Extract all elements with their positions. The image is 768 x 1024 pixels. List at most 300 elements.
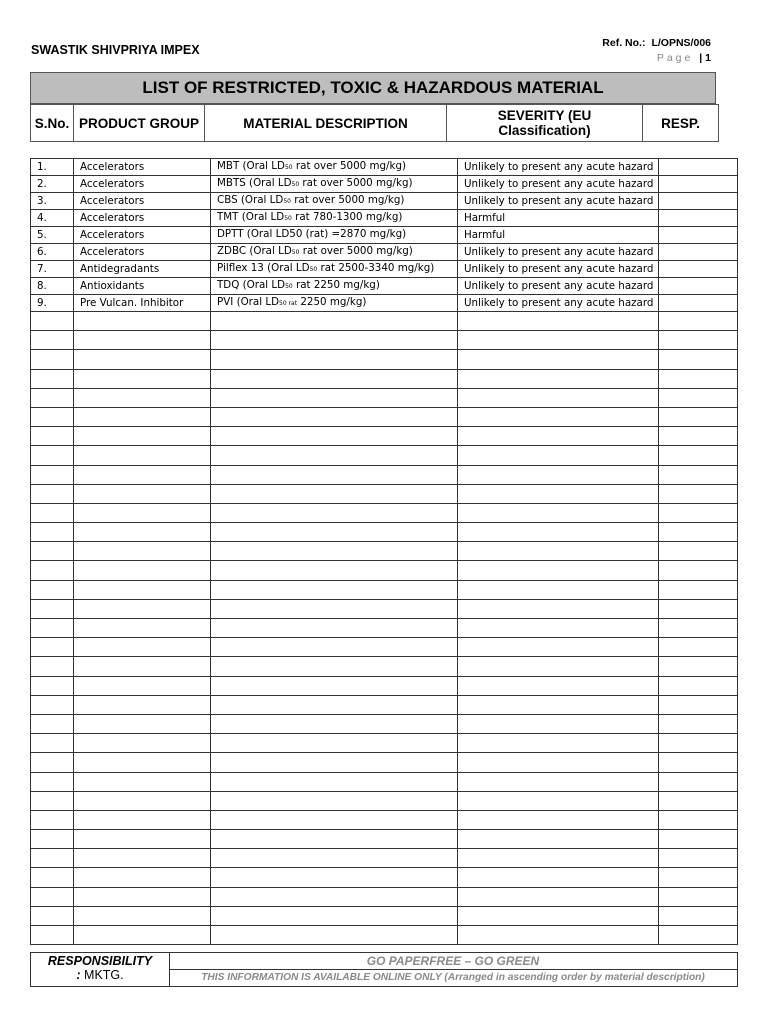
page-number: 1: [705, 52, 711, 64]
header-severity-line2: Classification): [498, 123, 591, 138]
empty-cell[interactable]: [31, 753, 74, 772]
empty-cell[interactable]: [659, 599, 738, 618]
cell-sno: 2.: [31, 176, 74, 193]
responsibility-colon: :: [76, 968, 81, 982]
cell-resp: [659, 227, 738, 244]
cell-resp: [659, 210, 738, 227]
empty-cell[interactable]: [31, 523, 74, 542]
empty-cell[interactable]: [31, 810, 74, 829]
empty-cell[interactable]: [659, 484, 738, 503]
empty-cell[interactable]: [458, 695, 659, 714]
cell-sno: 1.: [31, 159, 74, 176]
cell-severity: Unlikely to present any acute hazard: [458, 244, 659, 261]
empty-cell[interactable]: [458, 868, 659, 887]
cell-resp: [659, 159, 738, 176]
empty-row: [31, 427, 738, 446]
empty-cell[interactable]: [659, 753, 738, 772]
cell-product-group: Accelerators: [74, 159, 211, 176]
empty-cell[interactable]: [211, 407, 458, 426]
cell-severity: Unlikely to present any acute hazard: [458, 278, 659, 295]
empty-cell[interactable]: [31, 619, 74, 638]
cell-material-description: [211, 176, 458, 193]
empty-cell[interactable]: [659, 465, 738, 484]
header-severity: [447, 105, 643, 142]
table-row: [31, 159, 738, 176]
material-subscript: 50 rat: [279, 300, 298, 307]
cell-product-group: Accelerators: [74, 244, 211, 261]
empty-cell[interactable]: [74, 388, 211, 407]
empty-cell[interactable]: [211, 791, 458, 810]
empty-cell[interactable]: [31, 407, 74, 426]
cell-sno: 3.: [31, 193, 74, 210]
empty-cell[interactable]: [659, 542, 738, 561]
responsibility-cell: [31, 953, 170, 986]
empty-cell[interactable]: [74, 561, 211, 580]
empty-cell[interactable]: [458, 791, 659, 810]
empty-cell[interactable]: [211, 561, 458, 580]
empty-row: [31, 503, 738, 522]
empty-cell[interactable]: [659, 887, 738, 906]
empty-cell[interactable]: [458, 638, 659, 657]
cell-severity: Unlikely to present any acute hazard: [458, 159, 659, 176]
empty-cell[interactable]: [31, 638, 74, 657]
empty-cell[interactable]: [211, 331, 458, 350]
empty-cell[interactable]: [74, 619, 211, 638]
empty-cell[interactable]: [211, 887, 458, 906]
empty-row: [31, 887, 738, 906]
cell-product-group: Accelerators: [74, 227, 211, 244]
empty-cell[interactable]: [74, 542, 211, 561]
empty-cell[interactable]: [31, 484, 74, 503]
empty-cell[interactable]: [74, 407, 211, 426]
cell-product-group: Antidegradants: [74, 261, 211, 278]
empty-row: [31, 331, 738, 350]
empty-cell[interactable]: [74, 446, 211, 465]
empty-row: [31, 695, 738, 714]
empty-cell[interactable]: [31, 657, 74, 676]
material-text: TDQ (Oral LD: [217, 279, 286, 291]
cell-severity: Unlikely to present any acute hazard: [458, 261, 659, 278]
empty-cell[interactable]: [31, 503, 74, 522]
empty-row: [31, 810, 738, 829]
empty-cell[interactable]: [74, 523, 211, 542]
empty-row: [31, 734, 738, 753]
empty-cell[interactable]: [458, 619, 659, 638]
responsibility-dept: MKTG.: [84, 968, 124, 982]
material-subscript: 50: [284, 215, 292, 222]
empty-cell[interactable]: [458, 714, 659, 733]
material-text-rest: rat 2500-3340 mg/kg): [317, 262, 435, 274]
empty-cell[interactable]: [659, 849, 738, 868]
materials-table: [30, 158, 738, 945]
cell-material-description: [211, 244, 458, 261]
empty-cell[interactable]: [74, 810, 211, 829]
empty-cell[interactable]: [659, 331, 738, 350]
cell-material-description: [211, 159, 458, 176]
empty-cell[interactable]: [211, 312, 458, 331]
empty-row: [31, 542, 738, 561]
cell-material-description: [211, 261, 458, 278]
empty-cell[interactable]: [458, 503, 659, 522]
empty-cell[interactable]: [74, 734, 211, 753]
cell-resp: [659, 193, 738, 210]
empty-cell[interactable]: [74, 772, 211, 791]
cell-material-description: [211, 278, 458, 295]
cell-sno: 5.: [31, 227, 74, 244]
empty-cell[interactable]: [74, 830, 211, 849]
empty-row: [31, 676, 738, 695]
material-text: DPTT (Oral LD50 (rat) =2870 mg/kg): [217, 228, 407, 240]
empty-cell[interactable]: [74, 638, 211, 657]
empty-cell[interactable]: [31, 542, 74, 561]
empty-row: [31, 484, 738, 503]
empty-row: [31, 599, 738, 618]
empty-cell[interactable]: [458, 753, 659, 772]
empty-cell[interactable]: [211, 657, 458, 676]
material-subscript: 50: [291, 249, 300, 256]
empty-cell[interactable]: [31, 388, 74, 407]
empty-cell[interactable]: [659, 906, 738, 925]
header-product-group: PRODUCT GROUP: [74, 105, 205, 142]
empty-row: [31, 350, 738, 369]
empty-cell[interactable]: [74, 887, 211, 906]
empty-cell[interactable]: [31, 695, 74, 714]
empty-cell[interactable]: [458, 388, 659, 407]
table-row: [31, 210, 738, 227]
empty-cell[interactable]: [211, 350, 458, 369]
empty-cell[interactable]: [31, 714, 74, 733]
material-text-rest: rat 2250 mg/kg): [292, 279, 380, 291]
empty-cell[interactable]: [458, 350, 659, 369]
empty-row: [31, 830, 738, 849]
empty-cell[interactable]: [211, 446, 458, 465]
empty-cell[interactable]: [211, 906, 458, 925]
empty-row: [31, 388, 738, 407]
material-subscript: 50: [283, 198, 291, 205]
material-text: MBTS (Oral LD: [217, 177, 292, 189]
empty-cell[interactable]: [458, 849, 659, 868]
empty-cell[interactable]: [458, 887, 659, 906]
empty-cell[interactable]: [458, 369, 659, 388]
material-text-rest: rat 780-1300 mg/kg): [291, 211, 403, 223]
empty-cell[interactable]: [659, 312, 738, 331]
cell-resp: [659, 244, 738, 261]
responsibility-label: RESPONSIBILITY: [47, 954, 153, 968]
cell-product-group: Accelerators: [74, 210, 211, 227]
header-sno: S.No.: [31, 105, 74, 142]
empty-cell[interactable]: [659, 810, 738, 829]
responsibility-value: [31, 968, 169, 982]
empty-cell[interactable]: [458, 926, 659, 945]
empty-row: [31, 580, 738, 599]
empty-cell[interactable]: [659, 369, 738, 388]
empty-row: [31, 926, 738, 945]
empty-cell[interactable]: [74, 331, 211, 350]
cell-resp: [659, 295, 738, 312]
empty-cell[interactable]: [458, 407, 659, 426]
material-subscript: 50: [284, 164, 293, 171]
empty-cell[interactable]: [74, 503, 211, 522]
empty-row: [31, 465, 738, 484]
footer-box: [30, 952, 738, 987]
empty-row: [31, 849, 738, 868]
empty-cell[interactable]: [458, 772, 659, 791]
empty-cell[interactable]: [659, 350, 738, 369]
empty-cell[interactable]: [659, 407, 738, 426]
empty-cell[interactable]: [31, 561, 74, 580]
empty-cell[interactable]: [458, 331, 659, 350]
empty-cell[interactable]: [211, 753, 458, 772]
table-row: [31, 261, 738, 278]
empty-cell[interactable]: [74, 753, 211, 772]
cell-severity: Harmful: [458, 227, 659, 244]
empty-cell[interactable]: [659, 791, 738, 810]
material-subscript: 50: [285, 283, 293, 290]
empty-cell[interactable]: [211, 484, 458, 503]
cell-severity: Unlikely to present any acute hazard: [458, 176, 659, 193]
empty-cell[interactable]: [659, 580, 738, 599]
online-note: THIS INFORMATION IS AVAILABLE ONLINE ONLY (Arranged in ascending order by material description): [201, 972, 705, 983]
cell-sno: 9.: [31, 295, 74, 312]
empty-cell[interactable]: [211, 676, 458, 695]
empty-cell[interactable]: [31, 427, 74, 446]
empty-row: [31, 714, 738, 733]
empty-cell[interactable]: [74, 926, 211, 945]
empty-row: [31, 906, 738, 925]
empty-cell[interactable]: [659, 714, 738, 733]
empty-cell[interactable]: [31, 830, 74, 849]
empty-cell[interactable]: [31, 906, 74, 925]
empty-cell[interactable]: [211, 734, 458, 753]
table-row: [31, 193, 738, 210]
empty-cell[interactable]: [211, 772, 458, 791]
empty-cell[interactable]: [659, 676, 738, 695]
empty-cell[interactable]: [458, 523, 659, 542]
empty-cell[interactable]: [31, 465, 74, 484]
empty-cell[interactable]: [74, 868, 211, 887]
material-subscript: 50: [291, 181, 300, 188]
cell-material-description: [211, 193, 458, 210]
empty-cell[interactable]: [458, 542, 659, 561]
empty-row: [31, 657, 738, 676]
cell-material-description: [211, 295, 458, 312]
empty-cell[interactable]: [659, 561, 738, 580]
empty-cell[interactable]: [458, 657, 659, 676]
empty-cell[interactable]: [458, 580, 659, 599]
empty-cell[interactable]: [458, 734, 659, 753]
empty-cell[interactable]: [458, 465, 659, 484]
empty-cell[interactable]: [74, 465, 211, 484]
cell-resp: [659, 261, 738, 278]
empty-cell[interactable]: [659, 657, 738, 676]
table-row: [31, 176, 738, 193]
empty-cell[interactable]: [211, 619, 458, 638]
empty-cell[interactable]: [31, 312, 74, 331]
empty-cell[interactable]: [659, 868, 738, 887]
cell-sno: 8.: [31, 278, 74, 295]
empty-cell[interactable]: [211, 542, 458, 561]
empty-cell[interactable]: [31, 331, 74, 350]
material-text: TMT (Oral LD: [217, 211, 285, 223]
empty-cell[interactable]: [211, 849, 458, 868]
empty-cell[interactable]: [458, 830, 659, 849]
material-text-rest: rat over 5000 mg/kg): [299, 177, 413, 189]
empty-cell[interactable]: [659, 427, 738, 446]
empty-cell[interactable]: [659, 503, 738, 522]
page-label: Page: [656, 52, 694, 64]
material-text-rest: 2250 mg/kg): [297, 296, 367, 308]
cell-resp: [659, 176, 738, 193]
material-text-rest: rat over 5000 mg/kg): [292, 160, 407, 172]
empty-cell[interactable]: [74, 791, 211, 810]
header-severity-line1: SEVERITY (EU: [497, 108, 592, 123]
empty-cell[interactable]: [458, 484, 659, 503]
empty-cell[interactable]: [74, 484, 211, 503]
empty-cell[interactable]: [31, 580, 74, 599]
empty-cell[interactable]: [31, 734, 74, 753]
empty-cell[interactable]: [458, 906, 659, 925]
column-header-table: [30, 104, 719, 142]
empty-cell[interactable]: [31, 887, 74, 906]
empty-cell[interactable]: [211, 830, 458, 849]
empty-row: [31, 868, 738, 887]
empty-cell[interactable]: [74, 849, 211, 868]
empty-cell[interactable]: [74, 676, 211, 695]
empty-cell[interactable]: [659, 695, 738, 714]
cell-product-group: Accelerators: [74, 176, 211, 193]
material-subscript: 50: [309, 266, 318, 273]
empty-cell[interactable]: [74, 369, 211, 388]
empty-cell[interactable]: [458, 599, 659, 618]
ref-value: L/OPNS/006: [651, 37, 711, 49]
empty-row: [31, 791, 738, 810]
empty-cell[interactable]: [659, 638, 738, 657]
cell-product-group: Accelerators: [74, 193, 211, 210]
slogan: GO PAPERFREE – GO GREEN: [169, 953, 737, 970]
empty-cell[interactable]: [458, 446, 659, 465]
empty-cell[interactable]: [31, 791, 74, 810]
company-name: SWASTIK SHIVPRIYA IMPEX: [31, 43, 200, 57]
empty-cell[interactable]: [211, 599, 458, 618]
empty-cell[interactable]: [74, 427, 211, 446]
empty-cell[interactable]: [211, 427, 458, 446]
empty-cell[interactable]: [211, 714, 458, 733]
document-title: LIST OF RESTRICTED, TOXIC & HAZARDOUS MATERIAL: [30, 72, 716, 104]
material-text: MBT (Oral LD: [217, 160, 285, 172]
cell-material-description: [211, 210, 458, 227]
empty-cell[interactable]: [31, 446, 74, 465]
empty-cell[interactable]: [458, 810, 659, 829]
empty-cell[interactable]: [659, 734, 738, 753]
empty-row: [31, 312, 738, 331]
empty-cell[interactable]: [211, 810, 458, 829]
empty-cell[interactable]: [211, 926, 458, 945]
empty-cell[interactable]: [659, 926, 738, 945]
empty-cell[interactable]: [74, 312, 211, 331]
material-text-rest: rat over 5000 mg/kg): [299, 245, 413, 257]
empty-row: [31, 619, 738, 638]
empty-row: [31, 523, 738, 542]
empty-cell[interactable]: [74, 906, 211, 925]
empty-cell[interactable]: [659, 772, 738, 791]
table-row: [31, 295, 738, 312]
empty-row: [31, 772, 738, 791]
table-row: [31, 227, 738, 244]
empty-cell[interactable]: [31, 599, 74, 618]
empty-cell[interactable]: [211, 369, 458, 388]
material-text: ZDBC (Oral LD: [217, 245, 292, 257]
table-row: [31, 244, 738, 261]
empty-cell[interactable]: [74, 580, 211, 599]
empty-row: [31, 561, 738, 580]
footer-notes: [169, 953, 737, 986]
empty-cell[interactable]: [211, 523, 458, 542]
empty-cell[interactable]: [659, 388, 738, 407]
material-text-rest: rat over 5000 mg/kg): [291, 194, 405, 206]
empty-cell[interactable]: [31, 868, 74, 887]
cell-product-group: Antioxidants: [74, 278, 211, 295]
empty-cell[interactable]: [211, 868, 458, 887]
empty-cell[interactable]: [659, 619, 738, 638]
cell-severity: Harmful: [458, 210, 659, 227]
material-text: PVI (Oral LD: [217, 296, 280, 308]
empty-cell[interactable]: [211, 695, 458, 714]
empty-cell[interactable]: [74, 657, 211, 676]
page-indicator: Page | 1: [656, 52, 711, 64]
empty-cell[interactable]: [31, 772, 74, 791]
cell-material-description: [211, 227, 458, 244]
cell-severity: Unlikely to present any acute hazard: [458, 193, 659, 210]
empty-cell[interactable]: [31, 350, 74, 369]
empty-cell[interactable]: [31, 926, 74, 945]
empty-row: [31, 638, 738, 657]
empty-cell[interactable]: [211, 503, 458, 522]
empty-cell[interactable]: [74, 695, 211, 714]
empty-cell[interactable]: [31, 369, 74, 388]
empty-cell[interactable]: [458, 561, 659, 580]
cell-resp: [659, 278, 738, 295]
empty-cell[interactable]: [458, 312, 659, 331]
empty-cell[interactable]: [74, 350, 211, 369]
empty-cell[interactable]: [458, 427, 659, 446]
empty-row: [31, 369, 738, 388]
empty-cell[interactable]: [211, 638, 458, 657]
cell-product-group: Pre Vulcan. Inhibitor: [74, 295, 211, 312]
empty-cell[interactable]: [659, 523, 738, 542]
empty-row: [31, 446, 738, 465]
reference-number: [602, 37, 711, 49]
empty-cell[interactable]: [31, 676, 74, 695]
material-text: Pilflex 13 (Oral LD: [217, 262, 310, 274]
material-text: CBS (Oral LD: [217, 194, 284, 206]
cell-sno: 7.: [31, 261, 74, 278]
empty-cell[interactable]: [31, 849, 74, 868]
empty-cell[interactable]: [659, 446, 738, 465]
empty-cell[interactable]: [659, 830, 738, 849]
ref-label: Ref. No.:: [602, 37, 646, 49]
empty-cell[interactable]: [211, 465, 458, 484]
cell-severity: Unlikely to present any acute hazard: [458, 295, 659, 312]
empty-cell[interactable]: [74, 714, 211, 733]
empty-cell[interactable]: [211, 580, 458, 599]
header-resp: RESP.: [643, 105, 719, 142]
empty-row: [31, 407, 738, 426]
header-material-description: MATERIAL DESCRIPTION: [205, 105, 447, 142]
empty-cell[interactable]: [458, 676, 659, 695]
empty-cell[interactable]: [74, 599, 211, 618]
empty-cell[interactable]: [211, 388, 458, 407]
cell-sno: 4.: [31, 210, 74, 227]
